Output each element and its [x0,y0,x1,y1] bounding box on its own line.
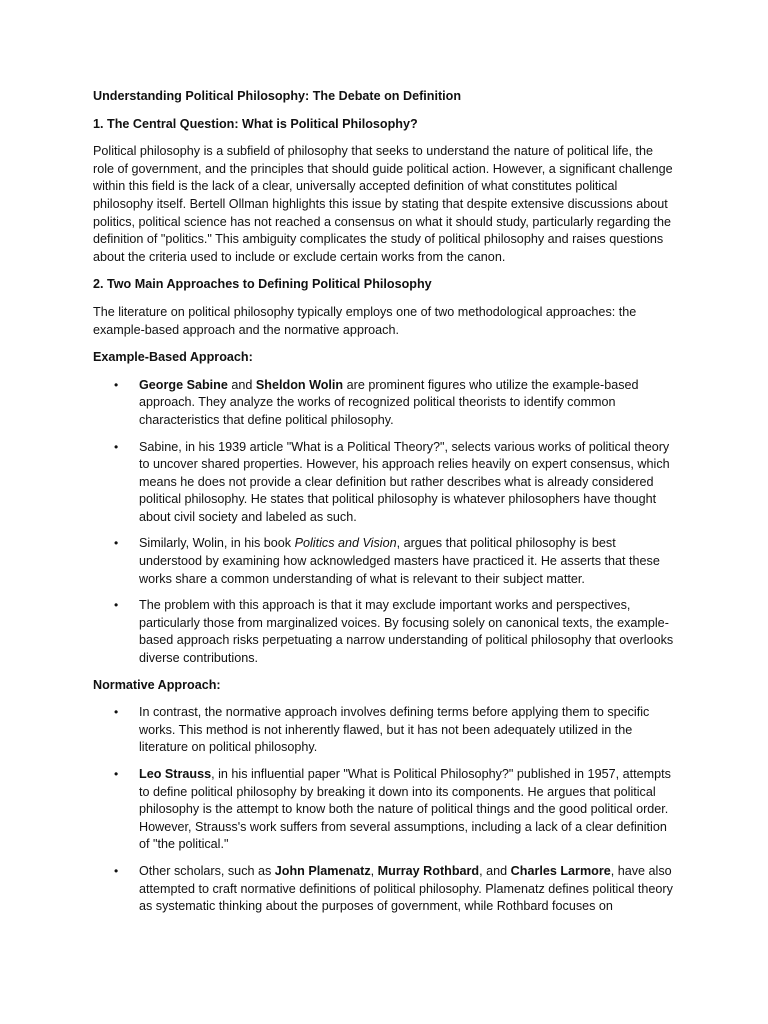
bullet-icon: • [114,863,119,878]
normative-approach-list [93,704,675,916]
normative-approach-heading: Normative Approach: [93,677,221,692]
list-item: • Similarly, Wolin, in his book Politics and Vision, argues that political philosophy is best understood by examining how acknowledged masters have practiced it. He asserts that these works share a common understanding of what is relevant to their subject matter. [114,536,660,586]
bullet-icon: • [114,536,119,551]
list-item: • In contrast, the normative approach involves defining terms before applying them to specific works. This method is not inherently flawed, but it has not been adequately utilized in the literature on political philosophy. [114,705,650,755]
person-name: George Sabine [139,377,228,392]
section-2-paragraph: The literature on political philosophy typically employs one of two methodological approaches: the example-based approach and the normative approach. [93,304,637,337]
list-item: • Other scholars, such as John Plamenatz, Murray Rothbard, and Charles Larmore, have also attempted to craft normative definitions of political philosophy. Plamenatz defines political theory as systematic thinking about the purposes of government, while Rothbard focuses on [114,863,673,914]
bullet-icon: • [114,598,119,613]
example-approach-heading: Example-Based Approach: [93,350,253,365]
book-title: Politics and Vision [294,536,397,551]
person-name: Murray Rothbard [377,863,480,878]
list-item: • The problem with this approach is that it may exclude important works and perspectives, particularly those from marginalized voices. By focusing solely on canonical texts, the example-based approach risks perpetuating a narrow understanding of political philosophy that overlooks diverse contributions. [114,598,674,666]
bullet-icon: • [114,377,119,392]
list-item: • Leo Strauss, in his influential paper "What is Political Philosophy?" published in 1957, attempts to define political philosophy by breaking it down into its components. He argues that political philosophy is the attempt to know both the nature of political things and the good political order. However, Strauss's work suffers from several assumptions, including a lack of a clear definition of "the political." [114,767,671,852]
list-item: • George Sabine and Sheldon Wolin are prominent figures who utilize the example-based approach. They analyze the works of recognized political theorists to identify common characteristics that define political philosophy. [114,377,639,427]
person-name: John Plamenatz [274,863,371,878]
example-approach-list [93,377,675,668]
document-body [93,88,675,916]
section-1-paragraph: Political philosophy is a subfield of philosophy that seeks to understand the nature of political life, the role of government, and the principles that should guide political action. However, a significant challenge within this field is the lack of a clear, universally accepted definition of what constitutes political philosophy itself. Bertell Ollman highlights this issue by stating that despite extensive discussions about politics, political science has not reached a consensus on what it should study, particularly regarding the definition of "politics." This ambiguity complicates the study of political philosophy and raises questions about the criteria used to include or exclude certain works from the canon. [93,144,673,264]
bullet-icon: • [114,439,119,454]
list-item: • Sabine, in his 1939 article "What is a Political Theory?", selects various works of political theory to uncover shared properties. However, his approach relies heavily on expert consensus, which means he does not provide a clear definition but rather describes what is already considered political philosophy. He states that political philosophy is whatever philosophers have thought about civil society and labeled as such. [114,439,670,524]
person-name: Leo Strauss [139,767,212,781]
bullet-icon: • [114,705,119,720]
section-1-heading: 1. The Central Question: What is Political Philosophy? [93,116,418,131]
document-title: Understanding Political Philosophy: The Debate on Definition [93,89,462,103]
section-2-heading: 2. Two Main Approaches to Defining Political Philosophy [93,277,432,292]
person-name: Sheldon Wolin [255,377,344,392]
person-name: Charles Larmore [510,863,611,878]
bullet-icon: • [114,767,119,781]
